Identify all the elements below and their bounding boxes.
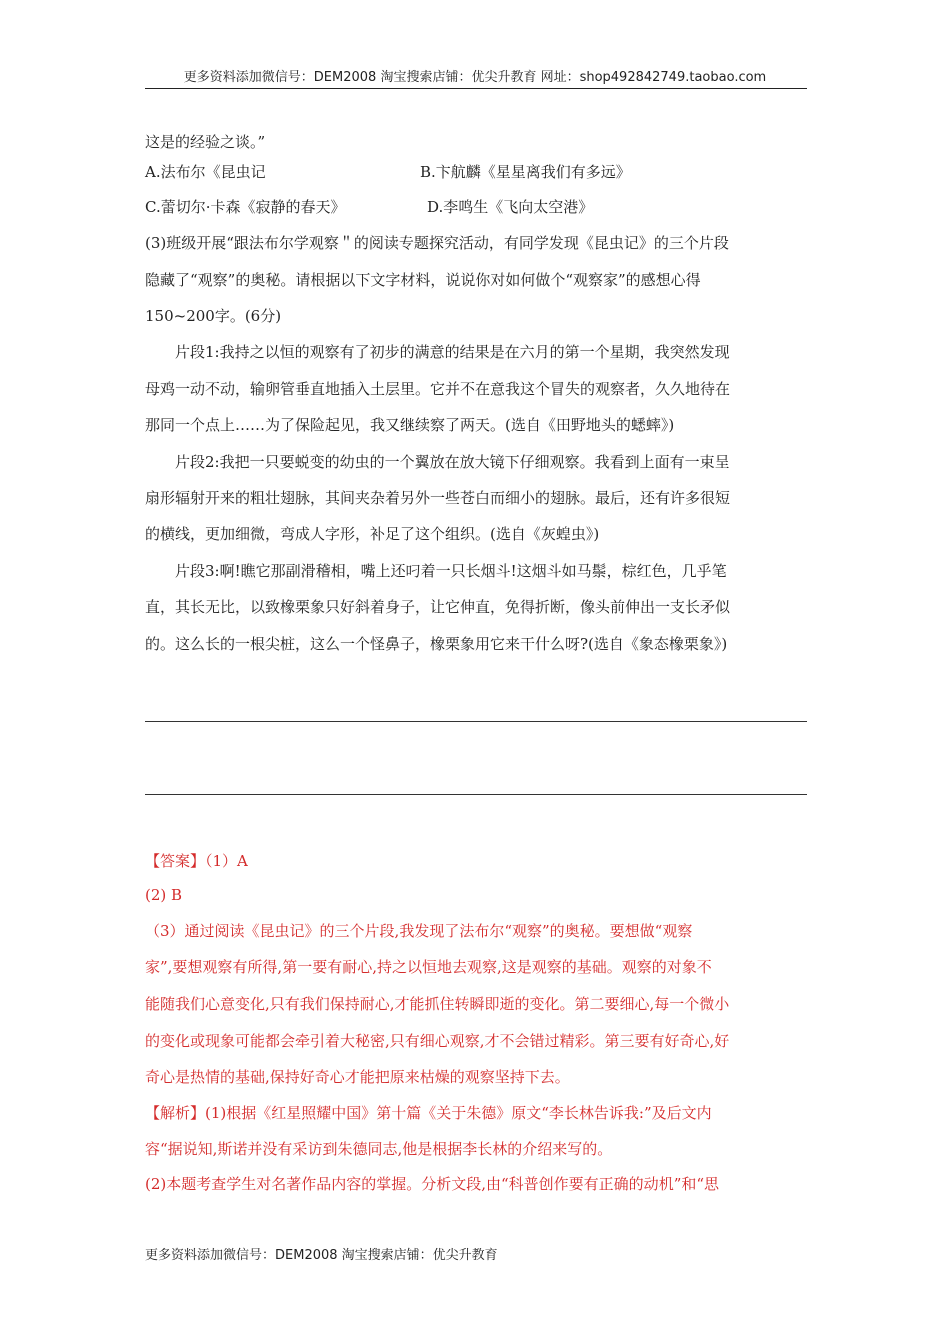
answer-blank-line-1 bbox=[145, 721, 807, 722]
question-3-line-3: 150~200字。(6分) bbox=[145, 307, 282, 325]
fragment-2-line-1: 片段2:我把一只要蜕变的幼虫的一个翼放在放大镜下仔细观察。我看到上面有一束呈 bbox=[175, 453, 730, 471]
analysis-2-line-1: (2)本题考查学生对名著作品内容的掌握。分析文段,由“科普创作要有正确的动机”和“思 bbox=[145, 1175, 720, 1193]
option-b: B.卞航麟《星星离我们有多远》 bbox=[420, 163, 631, 181]
answer-3-line-1: （3）通过阅读《昆虫记》的三个片段,我发现了法布尔“观察”的奥秘。要想做“观察 bbox=[145, 922, 693, 940]
option-d: D.李鸣生《飞向太空港》 bbox=[427, 198, 594, 216]
answer-row-1 bbox=[145, 851, 248, 871]
answer-3-line-2: 家”,要想观察有所得,第一要有耐心,持之以恒地去观察,这是观察的基础。观察的对象不 bbox=[145, 958, 712, 976]
question-3-line-2: 隐藏了“观察”的奥秘。请根据以下文字材料，说说你对如何做个“观察家”的感想心得 bbox=[145, 271, 701, 289]
answer-2: (2) B bbox=[145, 886, 183, 904]
answer-1: （1）A bbox=[205, 852, 248, 870]
fragment-1-line-3: 那同一个点上……为了保险起见，我又继续察了两天。(选自《田野地头的蟋蟀》) bbox=[145, 416, 675, 434]
fragment-1-line-2: 母鸡一动不动，输卵管垂直地插入土层里。它并不在意我这个冒失的观察者，久久地待在 bbox=[145, 380, 731, 398]
answer-label: 【答案】 bbox=[145, 852, 206, 870]
page-footer: 更多资料添加微信号：DEM2008 淘宝搜索店铺：优尖升教育 bbox=[145, 1248, 498, 1263]
analysis-1-line-2: 容“据说知,斯诺并没有采访到朱德同志,他是根据李长林的介绍来写的。 bbox=[145, 1140, 613, 1158]
fragment-3-line-3: 的。这么长的一根尖桩，这么一个怪鼻子，橡栗象用它来干什么呀?(选自《象态橡栗象》) bbox=[145, 635, 728, 653]
fragment-3-line-2: 直，其长无比，以致橡栗象只好斜着身子，让它伸直，免得折断，像头前伸出一支长矛似 bbox=[145, 598, 731, 616]
analysis-row-1 bbox=[145, 1103, 712, 1123]
fragment-3-line-1: 片段3:啊!瞧它那副滑稽相，嘴上还叼着一只长烟斗!这烟斗如马鬃，棕红色，几乎笔 bbox=[175, 562, 727, 580]
option-a: A.法布尔《昆虫记 bbox=[145, 163, 266, 181]
fragment-2-line-3: 的横线，更加细微，弯成人字形，补足了这个组织。(选自《灰蝗虫》) bbox=[145, 525, 600, 543]
analysis-1-line-1: (1)根据《红星照耀中国》第十篇《关于朱德》原文“李长林告诉我:”及后文内 bbox=[205, 1104, 712, 1122]
answer-3-line-3: 能随我们心意变化,只有我们保持耐心,才能抓住转瞬即逝的变化。第二要细心,每一个微小 bbox=[145, 995, 730, 1013]
answer-3-line-5: 奇心是热情的基础,保持好奇心才能把原来枯燥的观察坚持下去。 bbox=[145, 1068, 570, 1086]
answer-blank-line-2 bbox=[145, 794, 807, 795]
option-c: C.蕾切尔·卡森《寂静的春天》 bbox=[145, 198, 346, 216]
fragment-1-line-1: 片段1:我持之以恒的观察有了初步的满意的结果是在六月的第一个星期，我突然发现 bbox=[175, 343, 730, 361]
answer-3-line-4: 的变化或现象可能都会牵引着大秘密,只有细心观察,才不会错过精彩。第三要有好奇心,好 bbox=[145, 1032, 730, 1050]
fragment-2-line-2: 扇形辐射开来的粗壮翅脉，其间夹杂着另外一些苍白而细小的翅脉。最后，还有许多很短 bbox=[145, 489, 731, 507]
analysis-label: 【解析】 bbox=[145, 1104, 206, 1122]
text-line: 这是的经验之谈。” bbox=[145, 133, 266, 151]
question-3-line-1: (3)班级开展“跟法布尔学观察＂的阅读专题探究活动，有同学发现《昆虫记》的三个片段 bbox=[145, 234, 729, 252]
page-header: 更多资料添加微信号：DEM2008 淘宝搜索店铺：优尖升教育 网址：shop492842749.taobao.com bbox=[183, 70, 767, 85]
header-divider bbox=[145, 88, 807, 89]
